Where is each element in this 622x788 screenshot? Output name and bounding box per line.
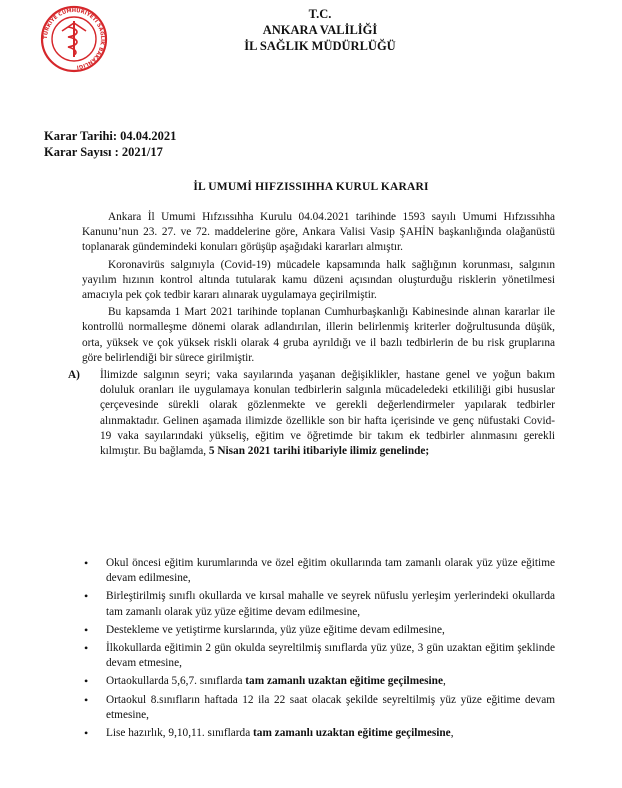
list-item-text: Ortaokul 8.sınıfların haftada 12 ila 22 saat olacak şekilde seyreltilmiş yüz yüze eğitime devam etmesine, [106, 693, 555, 721]
bullet-icon: • [84, 556, 89, 570]
section-a-label: A) [68, 369, 80, 382]
list-item-bold-text: tam zamanlı uzaktan eğitime geçilmesine [253, 727, 451, 740]
decision-meta [44, 128, 176, 160]
section-a-bold-text: 5 Nisan 2021 tarihi itibariyle ilimiz genelinde; [206, 445, 430, 458]
document-body [68, 210, 555, 459]
decision-number: Karar Sayısı : 2021/17 [44, 145, 163, 159]
decision-date: Karar Tarihi: 04.04.2021 [44, 129, 177, 143]
bullet-icon: • [84, 622, 89, 637]
list-item-tail: , [450, 727, 454, 740]
bullet-icon: • [84, 726, 89, 741]
header-governorship: ANKARA VALİLİĞİ [262, 23, 378, 37]
list-item-text: Okul öncesi eğitim kurumlarında ve özel eğitim okullarında tam zamanlı olarak yüz yüze eğitime devam edilmesine, [106, 557, 555, 585]
list-item [82, 641, 555, 671]
paragraph: Ankara İl Umumi Hıfzıssıhha Kurulu 04.04.2021 tarihinde 1593 sayılı Umumi Hıfzıssıhha Kanunu’nun 23. 27. ve 72. maddelerine göre, Ankara Valisi Vasip ŞAHİN başkanlığında olağanüstü toplanarak gündemindeki konuları görüşüp aşağıdaki kararları almıştır. [82, 211, 555, 254]
paragraph: Bu kapsamda 1 Mart 2021 tarihinde toplanan Cumhurbaşkanlığı Kabinesinde alınan kararlar ile kontrollü normalleşme dönemi olarak adlandırılan, illerin belirlenmiş kriterler doğrultusunda düşük, orta, yüksek ve çok yüksek riskli olarak 4 gruba ayrıldığı ve il bazlı tedbirlerin de bu risk gruplarına göre belirlendiği bir sürece girilmiştir. [82, 306, 555, 364]
header-tc: T.C. [308, 7, 332, 21]
section-a [68, 368, 555, 459]
list-item-text: Ortaokullarda 5,6,7. sınıflarda [106, 675, 246, 688]
header-directorate: İL SAĞLIK MÜDÜRLÜĞÜ [244, 39, 396, 53]
list-item [82, 726, 555, 741]
ministry-of-health-logo [40, 5, 108, 73]
svg-text:TÜRKİYE CUMHURİYETİ SAĞLIK BAK: TÜRKİYE CUMHURİYETİ SAĞLIK BAKANLIĞI [42, 7, 106, 70]
bullet-icon: • [84, 641, 89, 656]
list-item [82, 693, 555, 723]
list-item-text: İlkokullarda eğitimin 2 gün okulda seyreltilmiş sınıflarda yüz yüze, 3 gün uzaktan eğitim şeklinde devam etmesine, [106, 642, 555, 670]
document-title: İL UMUMİ HIFZISSIHHA KURUL KARARI [193, 181, 429, 193]
bullet-icon: • [84, 674, 89, 689]
list-item [82, 623, 555, 638]
list-item [82, 589, 555, 619]
paragraph: Koronavirüs salgınıyla (Covid-19) mücadele kapsamında halk sağlığının korunması, salgının yayılım hızının kontrol altında tutularak kamu düzeni açısından oluşturduğu risklerin yönetilmesi amacıyla pek çok tedbir kararı alınarak uygulamaya geçirilmiştir. [82, 258, 555, 302]
bullet-icon: • [84, 692, 89, 707]
section-a-text: İlimizde salgının seyri; vaka sayılarında yaşanan değişiklikler, hastane genel ve yoğun bakım doluluk oranları ile uygulamaya konulan tedbirlerin salgınla mücadeledeki etkililiği gibi hususlar çerçevesinde sürekli olarak gözlenmekte ve gerekli değerlendirmeler yapılarak tedbirler alınmaktadır. Gelinen aşamada ilimizde özellikle son bir hafta içerisinde ve genç nüfustaki Covid-19 vaka sayılarındaki yükseliş, eğitim ve öğretimde bir takım ek tedbirler alınmasını gerekli kılmıştır. Bu bağlamda, [100, 369, 555, 458]
list-item-text: Destekleme ve yetiştirme kurslarında, yüz yüze eğitime devam edilmesine, [106, 623, 445, 636]
measures-list [82, 556, 555, 744]
list-item [82, 674, 555, 689]
document-header [160, 6, 480, 54]
list-item [82, 556, 555, 586]
bullet-icon: • [84, 589, 89, 604]
list-item-text: Lise hazırlık, 9,10,11. sınıflarda [106, 727, 254, 740]
list-item-bold-text: tam zamanlı uzaktan eğitime geçilmesine [245, 675, 443, 688]
list-item-tail: , [442, 675, 446, 688]
list-item-text: Birleştirilmiş sınıflı okullarda ve kırsal mahalle ve seyrek nüfuslu yerleşim yerlerindeki okullarda tam zamanlı olarak yüz yüze eğitime devam edilmesine, [106, 590, 555, 618]
